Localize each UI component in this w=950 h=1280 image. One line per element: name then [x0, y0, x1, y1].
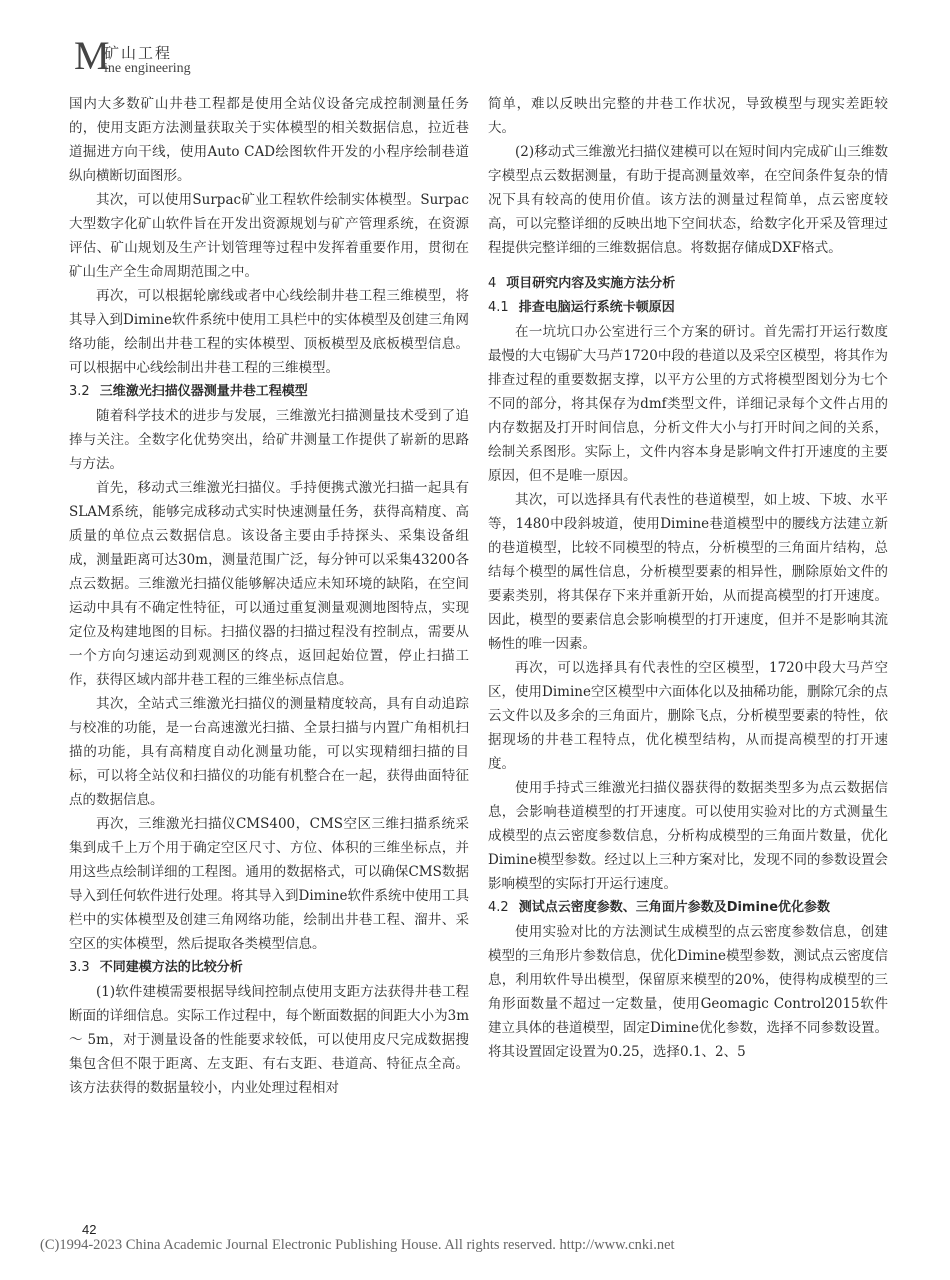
paragraph: 其次，可以选择具有代表性的巷道模型，如上坡、下坡、水平等，1480中段斜坡道，使用Dimine巷道模型中的腰线方法建立新的巷道模型，比较不同模型的特点，分析模型的三角面片结构，总结每个模型的属性信息，分析模型要素的相异性，删除原始文件的要素类别，将其保存下来并重新开始，从而提高模型的打开速度。因此，模型的要素信息会影响模型的打开速度，但并不是影响其流畅性的唯一因素。 [488, 492, 888, 652]
left-column [69, 92, 469, 1100]
journal-title-en: ine engineering [104, 61, 191, 76]
section-number: 4 [488, 276, 497, 291]
section-number: 4.1 [488, 300, 509, 315]
section-number: 4.2 [488, 900, 509, 915]
paragraph: 随着科学技术的进步与发展，三维激光扫描测量技术受到了追捧与关注。全数字化优势突出，给矿井测量工作提供了崭新的思路与方法。 [69, 408, 469, 472]
section-title: 不同建模方法的比较分析 [99, 960, 243, 975]
copyright-notice: (C)1994-2023 China Academic Journal Electronic Publishing House. All rights reserved. http://www.cnki.net [40, 1237, 675, 1253]
paragraph: 再次，可以选择具有代表性的空区模型，1720中段大马芦空区，使用Dimine空区模型中六面体化以及抽稀功能，删除冗余的点云文件以及多余的三角面片，删除飞点，分析模型要素的特性，依据现场的井巷工程特点，优化模型结构，从而提高模型的打开速度。 [488, 660, 888, 772]
section-heading [488, 296, 888, 320]
section-number: 3.3 [69, 960, 90, 975]
paragraph: (2)移动式三维激光扫描仪建模可以在短时间内完成矿山三维数字模型点云数据测量，有助于提高测量效率，在空间条件复杂的情况下具有较高的使用价值。该方法的测量过程简单，点云密度较高，可以完整详细的反映出地下空间状态，给数字化开采及管理过程提供完整详细的三维数据信息。将数据存储成DXF格式。 [488, 144, 888, 256]
paragraph: 在一坑坑口办公室进行三个方案的研讨。首先需打开运行数度最慢的大屯锡矿大马芦1720中段的巷道以及采空区模型，将其作为排查过程的重要数据支撑，以平方公里的方式将模型图划分为七个不同的部分，将其保存为dmf类型文件，详细记录每个文件占用的内存数据及打开时间信息，分析文件大小与打开时间之间的关系，绘制关系图形。实际上，文件内容本身是影响文件打开速度的主要原因，但不是唯一原因。 [488, 324, 888, 484]
paragraph: 简单，难以反映出完整的井巷工作状况，导致模型与现实差距较大。 [488, 96, 888, 136]
page-number: 42 [82, 1222, 97, 1237]
section-title: 三维激光扫描仪器测量井巷工程模型 [99, 384, 308, 399]
paragraph: 国内大多数矿山井巷工程都是使用全站仪设备完成控制测量任务的，使用支距方法测量获取关于实体模型的相关数据信息，拉近巷道掘进方向干线，使用Auto CAD绘图软件开发的小程序绘制巷道纵向横断切面图形。 [69, 96, 469, 184]
section-title: 项目研究内容及实施方法分析 [506, 276, 676, 291]
paragraph: 再次，可以根据轮廓线或者中心线绘制井巷工程三维模型，将其导入到Dimine软件系统中使用工具栏中的实体模型及创建三角网络功能，绘制出井巷工程的实体模型、顶板模型及底板模型信息。可以根据中心线绘制出井巷工程的三维模型。 [69, 288, 469, 376]
right-column [488, 92, 888, 1064]
paragraph: 使用实验对比的方法测试生成模型的点云密度参数信息，创建模型的三角形片参数信息，优化Dimine模型参数，测试点云密度信息，利用软件导出模型，保留原来模型的20%，使得构成模型的三角形面数量不超过一定数量，使用Geomagic Control2015软件建立具体的巷道模型，固定Dimine优化参数，选择不同参数设置。将其设置固定设置为0.25，选择0.1、2、5 [488, 924, 888, 1060]
section-title: 测试点云密度参数、三角面片参数及Dimine优化参数 [518, 900, 831, 915]
paragraph: 其次，可以使用Surpac矿业工程软件绘制实体模型。Surpac大型数字化矿山软件旨在开发出资源规划与矿产管理系统，在资源评估、矿山规划及生产计划管理等过程中发挥着重要作用，贯彻在矿山生产全生命周期范围之中。 [69, 192, 469, 280]
paragraph: 使用手持式三维激光扫描仪器获得的数据类型多为点云数据信息，会影响巷道模型的打开速度。可以使用实验对比的方式测量生成模型的点云密度参数信息，分析构成模型的三角面片数量，优化Dimine模型参数。经过以上三种方案对比，发现不同的参数设置会影响模型的实际打开运行速度。 [488, 780, 888, 892]
section-number: 3.2 [69, 384, 90, 399]
logo-letter: M [74, 33, 110, 78]
section-heading [69, 380, 469, 404]
journal-title-cn: 矿山工程 [104, 44, 173, 62]
paragraph: (1)软件建模需要根据导线间控制点使用支距方法获得井巷工程断面的详细信息。实际工作过程中，每个断面数据的间距大小为3m ～ 5m，对于测量设备的性能要求较低，可以使用皮尺完成数据搜集包含但不限于距离、左支距、有右支距、巷道高、特征点全高。该方法获得的数据量较小，内业处理过程相对 [69, 984, 469, 1096]
section-heading [488, 272, 888, 296]
paragraph: 再次，三维激光扫描仪CMS400，CMS空区三维扫描系统采集到成千上万个用于确定空区尺寸、方位、体积的三维坐标点，并用这些点绘制详细的工程图。通用的数据格式，可以确保CMS数据导入到任何软件进行处理。将其导入到Dimine软件系统中使用工具栏中的实体模型及创建三角网络功能，绘制出井巷工程、溜井、采空区的实体模型，然后提取各类模型信息。 [69, 816, 469, 952]
journal-logo [74, 33, 274, 80]
section-heading [69, 956, 469, 980]
paragraph: 首先，移动式三维激光扫描仪。手持便携式激光扫描一起具有SLAM系统，能够完成移动式实时快速测量任务，获得高精度、高质量的单位点云数据信息。该设备主要由手持探头、采集设备组成，测量距离可达30m，测量范围广泛，每分钟可以采集43200各点云数据。三维激光扫描仪能够解决适应未知环境的缺陷，在空间运动中具有不确定性特征，可以通过重复测量观测地图特点，实现定位及构建地图的目标。扫描仪器的扫描过程没有控制点，需要从一个方向匀速运动到观测区的终点，返回起始位置，停止扫描工作，获得区域内部井巷工程的三维坐标点信息。 [69, 480, 469, 688]
section-title: 排查电脑运行系统卡顿原因 [518, 300, 675, 315]
paragraph: 其次，全站式三维激光扫描仪的测量精度较高，具有自动追踪与校准的功能，是一台高速激光扫描、全景扫描与内置广角相机扫描的功能，具有高精度自动化测量功能，可以实现精细扫描的目标，可以将全站仪和扫描仪的功能有机整合在一起，获得曲面特征点的数据信息。 [69, 696, 469, 808]
section-heading [488, 896, 888, 920]
